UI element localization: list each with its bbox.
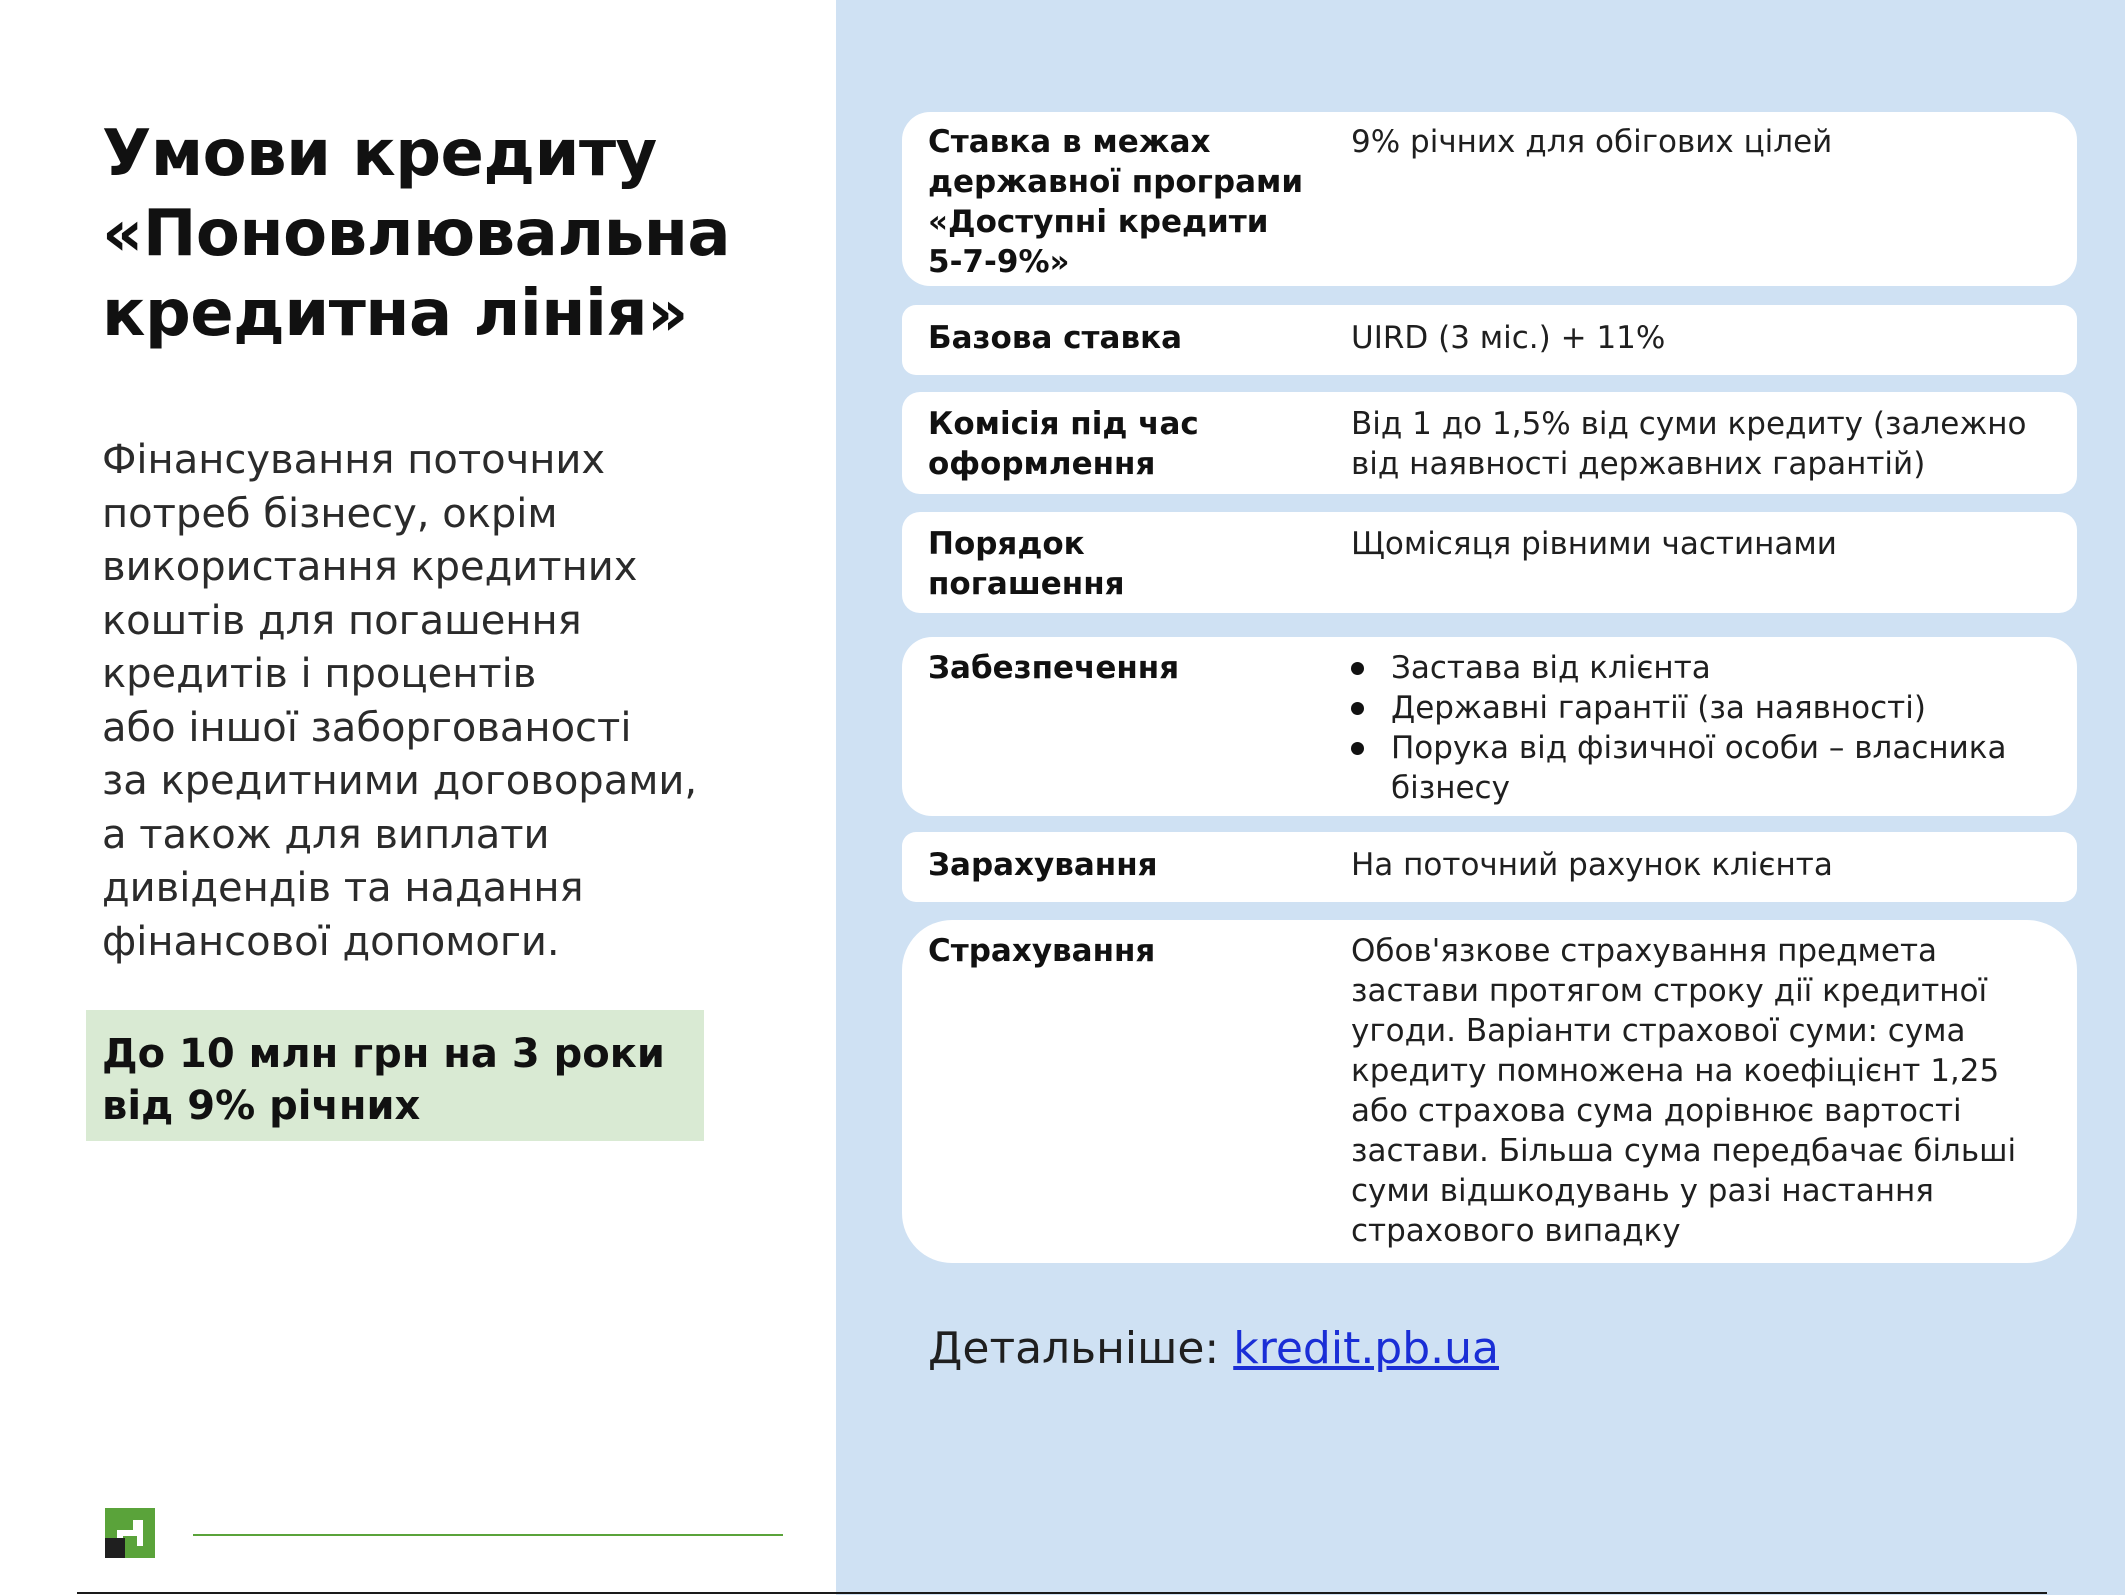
condition-value <box>1351 648 2061 808</box>
condition-value <box>1351 122 2061 162</box>
description-line: або іншої заборгованості <box>102 704 632 751</box>
condition-row-collateral <box>902 637 2077 816</box>
value-line: 9% річних для обігових цілей <box>1351 124 1833 160</box>
bullet-item: Державні гарантії (за наявності) <box>1351 688 2061 728</box>
condition-label <box>928 122 1338 282</box>
condition-row-crediting <box>902 832 2077 902</box>
description-line: використання кредитних <box>102 544 638 590</box>
label-line: Зарахування <box>928 847 1158 883</box>
condition-value <box>1351 845 2061 885</box>
description-line: кредитів і процентів <box>102 651 537 697</box>
title-line: кредитна лінія» <box>102 277 688 351</box>
condition-row-program-rate <box>902 112 2077 286</box>
label-line: Базова ставка <box>928 320 1183 356</box>
loan-description <box>102 434 802 969</box>
more-info-label: Детальніше: <box>928 1323 1234 1374</box>
value-line: застави. Більша сума передбачає більші <box>1351 1133 2017 1169</box>
value-line: UIRD (3 міс.) + 11% <box>1351 320 1666 356</box>
value-line: або страхова сума дорівнює вартості <box>1351 1093 1962 1129</box>
label-line: Комісія під час <box>928 406 1199 442</box>
description-line: дивідендів та надання <box>102 865 584 911</box>
more-info-link[interactable]: kredit.pb.ua <box>1233 1323 1499 1374</box>
highlight-line: від 9% річних <box>102 1083 421 1129</box>
bullet-item: Застава від клієнта <box>1351 648 2061 688</box>
condition-row-repayment <box>902 512 2077 613</box>
label-line: Порядок <box>928 526 1085 562</box>
value-line: від наявності державних гарантій) <box>1351 446 1926 482</box>
more-info <box>928 1322 1499 1376</box>
value-line: застави протягом строку дії кредитної <box>1351 973 1988 1009</box>
title-line: Умови кредиту <box>102 117 657 191</box>
condition-label <box>928 318 1338 358</box>
condition-row-insurance <box>902 920 2077 1263</box>
value-line: Обов'язкове страхування предмета <box>1351 933 1938 969</box>
value-line: страхового випадку <box>1351 1213 1681 1249</box>
footer-divider <box>193 1534 783 1536</box>
value-line: суми відшкодувань у разі настання <box>1351 1173 1934 1209</box>
value-line: кредиту помножена на коефіцієнт 1,25 <box>1351 1053 2000 1089</box>
description-line: коштів для погашення <box>102 597 582 644</box>
label-line: 5-7-9%» <box>928 244 1070 280</box>
condition-label <box>928 648 1338 688</box>
highlight-box <box>86 1010 704 1141</box>
description-line: а також для виплати <box>102 811 550 858</box>
bullet-item: Порука від фізичної особи – власника <box>1351 728 2061 768</box>
label-line: Страхування <box>928 933 1156 969</box>
title-line: «Поновлювальна <box>102 197 731 271</box>
description-line: фінансової допомоги. <box>102 918 560 965</box>
condition-label <box>928 845 1338 885</box>
description-line: Фінансування поточних <box>102 437 606 483</box>
condition-row-base-rate <box>902 305 2077 375</box>
label-line: «Доступні кредити <box>928 204 1269 240</box>
value-line: На поточний рахунок клієнта <box>1351 847 1833 883</box>
label-line: державної програми <box>928 164 1304 200</box>
page-bottom-rule <box>77 1592 2047 1594</box>
label-line: оформлення <box>928 446 1156 482</box>
condition-value <box>1351 931 2061 1251</box>
bullet-continuation: бізнесу <box>1391 770 1510 806</box>
page-title <box>102 114 802 354</box>
value-line: угоди. Варіанти страхової суми: сума <box>1351 1013 1966 1049</box>
label-line: Забезпечення <box>928 650 1180 686</box>
description-line: за кредитними договорами, <box>102 758 698 804</box>
condition-value <box>1351 318 2061 358</box>
privatbank-logo-icon <box>105 1508 155 1558</box>
condition-label <box>928 931 1338 971</box>
label-line: Ставка в межах <box>928 124 1211 160</box>
condition-row-commission <box>902 392 2077 494</box>
condition-label <box>928 404 1338 484</box>
label-line: погашення <box>928 566 1125 602</box>
value-line: Щомісяця рівними частинами <box>1351 526 1837 562</box>
condition-value <box>1351 404 2061 484</box>
condition-value <box>1351 524 2061 564</box>
highlight-line: До 10 млн грн на 3 роки <box>102 1031 665 1077</box>
condition-label <box>928 524 1338 604</box>
description-line: потреб бізнесу, окрім <box>102 490 558 537</box>
value-line: Від 1 до 1,5% від суми кредиту (залежно <box>1351 406 2027 442</box>
